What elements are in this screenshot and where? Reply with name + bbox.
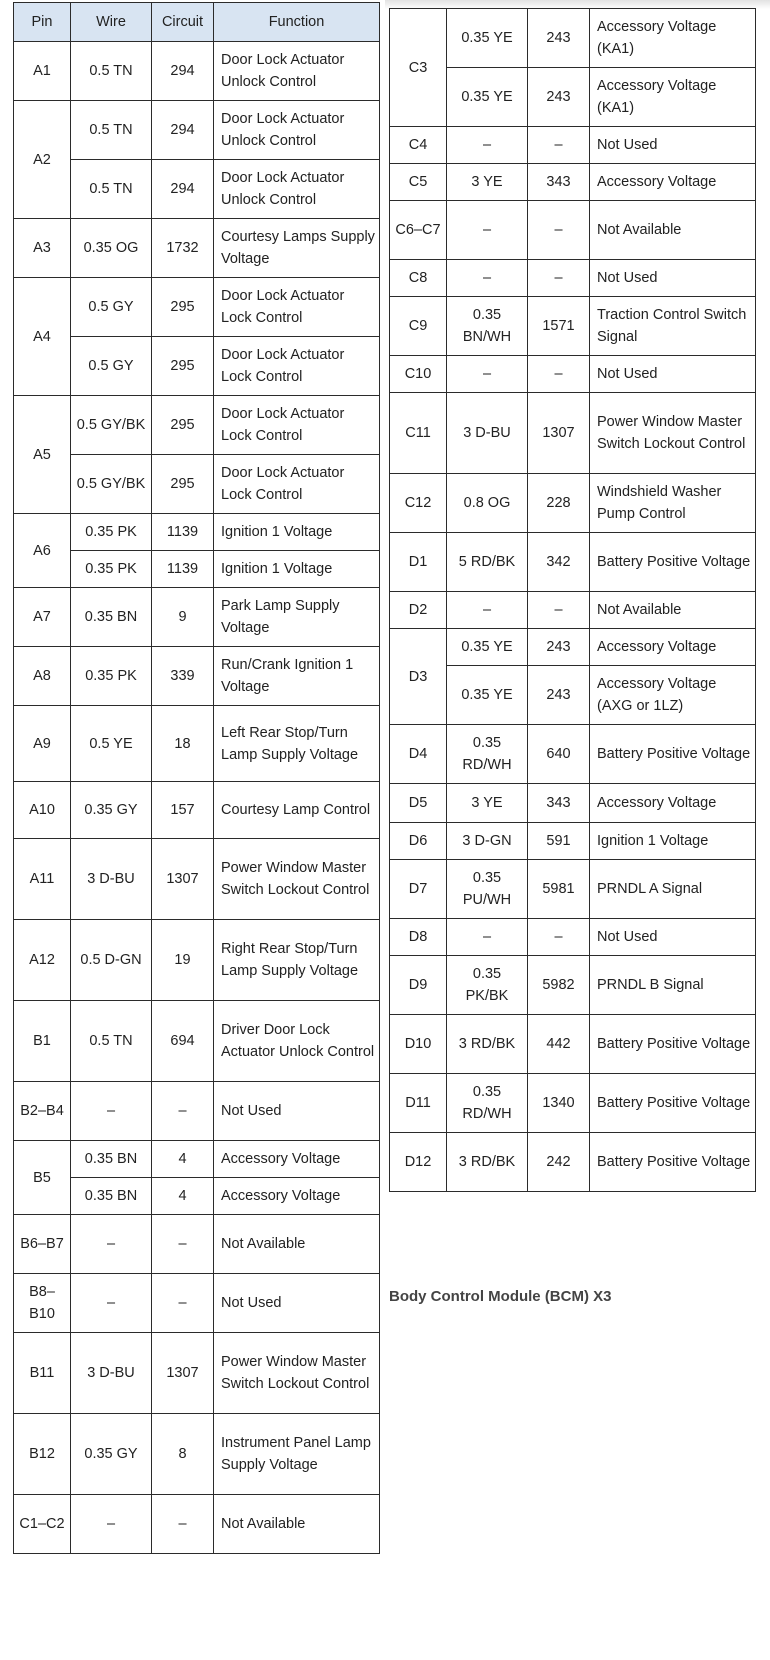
circuit-cell: 1307 bbox=[152, 839, 214, 920]
wire-cell: 0.5 TN bbox=[71, 160, 152, 219]
pin-cell: B11 bbox=[14, 1333, 71, 1414]
pin-cell: D12 bbox=[390, 1133, 447, 1192]
function-cell: Not Used bbox=[590, 260, 756, 297]
circuit-cell: 243 bbox=[528, 68, 590, 127]
wire-cell: – bbox=[71, 1215, 152, 1274]
function-cell: Accessory Voltage (KA1) bbox=[590, 9, 756, 68]
function-cell: Not Used bbox=[590, 127, 756, 164]
table-row bbox=[390, 860, 756, 919]
circuit-cell: 591 bbox=[528, 823, 590, 860]
pin-cell: A7 bbox=[14, 588, 71, 647]
table-row bbox=[14, 1141, 380, 1178]
wire-cell: 3 D-BU bbox=[71, 839, 152, 920]
pin-cell: D11 bbox=[390, 1074, 447, 1133]
pin-cell: D4 bbox=[390, 725, 447, 784]
table-row bbox=[14, 588, 380, 647]
pin-cell: C4 bbox=[390, 127, 447, 164]
table-row bbox=[14, 278, 380, 337]
wire-cell: 0.35 PK bbox=[71, 647, 152, 706]
function-cell: Not Available bbox=[214, 1215, 380, 1274]
circuit-cell: 5981 bbox=[528, 860, 590, 919]
table-row bbox=[390, 592, 756, 629]
wire-cell: 0.5 TN bbox=[71, 101, 152, 160]
function-cell: Accessory Voltage (KA1) bbox=[590, 68, 756, 127]
table-row bbox=[390, 1074, 756, 1133]
wire-cell: 5 RD/BK bbox=[447, 533, 528, 592]
table-row bbox=[14, 1414, 380, 1495]
circuit-cell: 157 bbox=[152, 782, 214, 839]
function-cell: Not Used bbox=[214, 1274, 380, 1333]
table-row bbox=[14, 1001, 380, 1082]
table-row bbox=[14, 1274, 380, 1333]
circuit-cell: 1307 bbox=[152, 1333, 214, 1414]
circuit-cell: 295 bbox=[152, 337, 214, 396]
circuit-cell: 1340 bbox=[528, 1074, 590, 1133]
wire-cell: 0.35 GY bbox=[71, 782, 152, 839]
function-cell: Left Rear Stop/Turn Lamp Supply Voltage bbox=[214, 706, 380, 782]
circuit-cell: 294 bbox=[152, 42, 214, 101]
table-row bbox=[14, 396, 380, 455]
circuit-cell: 442 bbox=[528, 1015, 590, 1074]
wire-cell: – bbox=[447, 127, 528, 164]
function-cell: Battery Positive Voltage bbox=[590, 1133, 756, 1192]
wire-cell: – bbox=[447, 356, 528, 393]
wire-cell: 0.35 PK/BK bbox=[447, 956, 528, 1015]
pin-cell: A12 bbox=[14, 920, 71, 1001]
circuit-header: Circuit bbox=[152, 3, 214, 42]
pin-cell: A6 bbox=[14, 514, 71, 588]
pin-cell: A10 bbox=[14, 782, 71, 839]
function-cell: Windshield Washer Pump Control bbox=[590, 474, 756, 533]
table-row bbox=[14, 706, 380, 782]
wire-cell: – bbox=[447, 592, 528, 629]
pin-cell: A2 bbox=[14, 101, 71, 219]
circuit-cell: 1732 bbox=[152, 219, 214, 278]
pin-cell: C3 bbox=[390, 9, 447, 127]
wire-cell: – bbox=[71, 1495, 152, 1554]
pin-cell: B5 bbox=[14, 1141, 71, 1215]
pin-cell: C1–C2 bbox=[14, 1495, 71, 1554]
table-row bbox=[14, 839, 380, 920]
pin-cell: A4 bbox=[14, 278, 71, 396]
wire-cell: 3 D-BU bbox=[447, 393, 528, 474]
table-row bbox=[390, 297, 756, 356]
function-cell: Not Used bbox=[590, 919, 756, 956]
function-cell: PRNDL A Signal bbox=[590, 860, 756, 919]
pin-cell: C9 bbox=[390, 297, 447, 356]
pin-cell: A5 bbox=[14, 396, 71, 514]
function-cell: Not Available bbox=[590, 201, 756, 260]
wire-cell: 3 D-BU bbox=[71, 1333, 152, 1414]
table-row bbox=[14, 1333, 380, 1414]
wire-cell: 0.35 PK bbox=[71, 514, 152, 551]
circuit-cell: 9 bbox=[152, 588, 214, 647]
circuit-cell: 19 bbox=[152, 920, 214, 1001]
wire-cell: 0.35 BN/WH bbox=[447, 297, 528, 356]
circuit-cell: 294 bbox=[152, 160, 214, 219]
function-cell: Not Used bbox=[590, 356, 756, 393]
circuit-cell: 5982 bbox=[528, 956, 590, 1015]
wire-cell: 0.5 GY/BK bbox=[71, 455, 152, 514]
function-cell: Door Lock Actuator Lock Control bbox=[214, 278, 380, 337]
circuit-cell: 4 bbox=[152, 1178, 214, 1215]
table-row bbox=[390, 9, 756, 68]
function-cell: Door Lock Actuator Unlock Control bbox=[214, 101, 380, 160]
wire-cell: 0.8 OG bbox=[447, 474, 528, 533]
pinout-table-left bbox=[13, 2, 380, 1554]
pin-cell: B6–B7 bbox=[14, 1215, 71, 1274]
pin-cell: C12 bbox=[390, 474, 447, 533]
function-cell: Door Lock Actuator Unlock Control bbox=[214, 42, 380, 101]
wire-cell: 3 YE bbox=[447, 164, 528, 201]
wire-cell: 0.35 YE bbox=[447, 629, 528, 666]
circuit-cell: – bbox=[528, 919, 590, 956]
circuit-cell: – bbox=[528, 356, 590, 393]
pin-cell: D6 bbox=[390, 823, 447, 860]
wire-cell: 0.5 TN bbox=[71, 42, 152, 101]
function-cell: Door Lock Actuator Lock Control bbox=[214, 455, 380, 514]
function-cell: Park Lamp Supply Voltage bbox=[214, 588, 380, 647]
function-cell: Accessory Voltage bbox=[214, 1141, 380, 1178]
function-header: Function bbox=[214, 3, 380, 42]
pin-cell: D8 bbox=[390, 919, 447, 956]
circuit-cell: 243 bbox=[528, 666, 590, 725]
function-cell: Driver Door Lock Actuator Unlock Control bbox=[214, 1001, 380, 1082]
circuit-cell: – bbox=[152, 1495, 214, 1554]
function-cell: Battery Positive Voltage bbox=[590, 725, 756, 784]
wire-cell: – bbox=[447, 919, 528, 956]
table-row bbox=[390, 823, 756, 860]
table-row bbox=[390, 393, 756, 474]
wire-cell: 3 YE bbox=[447, 784, 528, 823]
circuit-cell: 243 bbox=[528, 9, 590, 68]
pin-cell: D1 bbox=[390, 533, 447, 592]
pin-cell: A11 bbox=[14, 839, 71, 920]
table-row bbox=[390, 127, 756, 164]
table-row bbox=[390, 629, 756, 666]
wire-cell: 0.5 GY bbox=[71, 278, 152, 337]
function-cell: Accessory Voltage (AXG or 1LZ) bbox=[590, 666, 756, 725]
table-row bbox=[14, 42, 380, 101]
table-row bbox=[14, 219, 380, 278]
function-cell: Accessory Voltage bbox=[590, 629, 756, 666]
circuit-cell: 339 bbox=[152, 647, 214, 706]
table-row bbox=[390, 356, 756, 393]
table-row bbox=[14, 514, 380, 551]
pin-cell: B2–B4 bbox=[14, 1082, 71, 1141]
circuit-cell: 1139 bbox=[152, 551, 214, 588]
table-row bbox=[390, 474, 756, 533]
function-cell: Not Used bbox=[214, 1082, 380, 1141]
circuit-cell: 295 bbox=[152, 278, 214, 337]
pin-cell: A3 bbox=[14, 219, 71, 278]
pin-cell: B1 bbox=[14, 1001, 71, 1082]
wire-cell: – bbox=[71, 1082, 152, 1141]
function-cell: Door Lock Actuator Unlock Control bbox=[214, 160, 380, 219]
function-cell: Battery Positive Voltage bbox=[590, 1015, 756, 1074]
pin-cell: D10 bbox=[390, 1015, 447, 1074]
circuit-cell: 342 bbox=[528, 533, 590, 592]
table-row bbox=[14, 1215, 380, 1274]
wire-cell: 3 RD/BK bbox=[447, 1015, 528, 1074]
pin-cell: D9 bbox=[390, 956, 447, 1015]
circuit-cell: 1307 bbox=[528, 393, 590, 474]
function-cell: Power Window Master Switch Lockout Control bbox=[214, 839, 380, 920]
circuit-cell: 1139 bbox=[152, 514, 214, 551]
circuit-cell: – bbox=[152, 1274, 214, 1333]
table-row bbox=[390, 1015, 756, 1074]
circuit-cell: 343 bbox=[528, 164, 590, 201]
table-row bbox=[390, 919, 756, 956]
circuit-cell: – bbox=[528, 260, 590, 297]
pinout-table-right bbox=[389, 8, 756, 1192]
table-row bbox=[14, 647, 380, 706]
function-cell: Not Available bbox=[590, 592, 756, 629]
table-row bbox=[390, 1133, 756, 1192]
function-cell: Run/Crank Ignition 1 Voltage bbox=[214, 647, 380, 706]
circuit-cell: 18 bbox=[152, 706, 214, 782]
circuit-cell: 4 bbox=[152, 1141, 214, 1178]
wire-cell: 0.35 RD/WH bbox=[447, 1074, 528, 1133]
function-cell: Courtesy Lamp Control bbox=[214, 782, 380, 839]
circuit-cell: – bbox=[528, 201, 590, 260]
function-cell: Courtesy Lamps Supply Voltage bbox=[214, 219, 380, 278]
pin-header: Pin bbox=[14, 3, 71, 42]
table-row bbox=[14, 920, 380, 1001]
function-cell: Ignition 1 Voltage bbox=[590, 823, 756, 860]
pin-cell: D5 bbox=[390, 784, 447, 823]
pin-cell: C5 bbox=[390, 164, 447, 201]
function-cell: Ignition 1 Voltage bbox=[214, 514, 380, 551]
pin-cell: C6–C7 bbox=[390, 201, 447, 260]
function-cell: Door Lock Actuator Lock Control bbox=[214, 396, 380, 455]
circuit-cell: 295 bbox=[152, 455, 214, 514]
function-cell: Not Available bbox=[214, 1495, 380, 1554]
function-cell: PRNDL B Signal bbox=[590, 956, 756, 1015]
wire-cell: 0.35 PK bbox=[71, 551, 152, 588]
circuit-cell: 295 bbox=[152, 396, 214, 455]
circuit-cell: 1571 bbox=[528, 297, 590, 356]
pin-cell: D2 bbox=[390, 592, 447, 629]
pin-cell: A8 bbox=[14, 647, 71, 706]
table-row bbox=[14, 101, 380, 160]
circuit-cell: – bbox=[528, 127, 590, 164]
wire-header: Wire bbox=[71, 3, 152, 42]
table-row bbox=[390, 533, 756, 592]
table-row bbox=[390, 260, 756, 297]
function-cell: Power Window Master Switch Lockout Control bbox=[214, 1333, 380, 1414]
circuit-cell: 228 bbox=[528, 474, 590, 533]
circuit-cell: 243 bbox=[528, 629, 590, 666]
circuit-cell: 242 bbox=[528, 1133, 590, 1192]
wire-cell: 0.35 GY bbox=[71, 1414, 152, 1495]
function-cell: Battery Positive Voltage bbox=[590, 533, 756, 592]
pin-cell: B8–B10 bbox=[14, 1274, 71, 1333]
circuit-cell: – bbox=[152, 1082, 214, 1141]
table-row bbox=[14, 1082, 380, 1141]
table-row bbox=[390, 725, 756, 784]
function-cell: Traction Control Switch Signal bbox=[590, 297, 756, 356]
function-cell: Accessory Voltage bbox=[214, 1178, 380, 1215]
wire-cell: 0.35 PU/WH bbox=[447, 860, 528, 919]
table-row bbox=[14, 1495, 380, 1554]
function-cell: Accessory Voltage bbox=[590, 784, 756, 823]
pin-cell: D7 bbox=[390, 860, 447, 919]
table-row bbox=[14, 782, 380, 839]
pin-cell: C11 bbox=[390, 393, 447, 474]
wire-cell: 0.35 BN bbox=[71, 1141, 152, 1178]
pin-cell: D3 bbox=[390, 629, 447, 725]
table-caption: Body Control Module (BCM) X3 bbox=[389, 1288, 612, 1305]
pin-cell: A9 bbox=[14, 706, 71, 782]
function-cell: Door Lock Actuator Lock Control bbox=[214, 337, 380, 396]
circuit-cell: – bbox=[152, 1215, 214, 1274]
wire-cell: – bbox=[71, 1274, 152, 1333]
wire-cell: 0.35 OG bbox=[71, 219, 152, 278]
function-cell: Battery Positive Voltage bbox=[590, 1074, 756, 1133]
wire-cell: 0.5 YE bbox=[71, 706, 152, 782]
wire-cell: – bbox=[447, 260, 528, 297]
circuit-cell: 343 bbox=[528, 784, 590, 823]
pin-cell: C8 bbox=[390, 260, 447, 297]
table-row bbox=[390, 201, 756, 260]
wire-cell: 3 RD/BK bbox=[447, 1133, 528, 1192]
table-row bbox=[390, 164, 756, 201]
header-row bbox=[14, 3, 380, 42]
wire-cell: 0.35 YE bbox=[447, 68, 528, 127]
circuit-cell: 694 bbox=[152, 1001, 214, 1082]
circuit-cell: 8 bbox=[152, 1414, 214, 1495]
circuit-cell: 294 bbox=[152, 101, 214, 160]
wire-cell: 0.35 YE bbox=[447, 666, 528, 725]
wire-cell: 0.5 D-GN bbox=[71, 920, 152, 1001]
wire-cell: 3 D-GN bbox=[447, 823, 528, 860]
wire-cell: – bbox=[447, 201, 528, 260]
pin-cell: B12 bbox=[14, 1414, 71, 1495]
wire-cell: 0.35 RD/WH bbox=[447, 725, 528, 784]
wire-cell: 0.5 GY bbox=[71, 337, 152, 396]
function-cell: Power Window Master Switch Lockout Control bbox=[590, 393, 756, 474]
function-cell: Accessory Voltage bbox=[590, 164, 756, 201]
wire-cell: 0.35 YE bbox=[447, 9, 528, 68]
function-cell: Instrument Panel Lamp Supply Voltage bbox=[214, 1414, 380, 1495]
table-row bbox=[390, 956, 756, 1015]
wire-cell: 0.5 GY/BK bbox=[71, 396, 152, 455]
circuit-cell: – bbox=[528, 592, 590, 629]
wire-cell: 0.35 BN bbox=[71, 588, 152, 647]
pin-cell: C10 bbox=[390, 356, 447, 393]
function-cell: Ignition 1 Voltage bbox=[214, 551, 380, 588]
wire-cell: 0.35 BN bbox=[71, 1178, 152, 1215]
circuit-cell: 640 bbox=[528, 725, 590, 784]
wire-cell: 0.5 TN bbox=[71, 1001, 152, 1082]
function-cell: Right Rear Stop/Turn Lamp Supply Voltage bbox=[214, 920, 380, 1001]
table-row bbox=[390, 784, 756, 823]
pin-cell: A1 bbox=[14, 42, 71, 101]
